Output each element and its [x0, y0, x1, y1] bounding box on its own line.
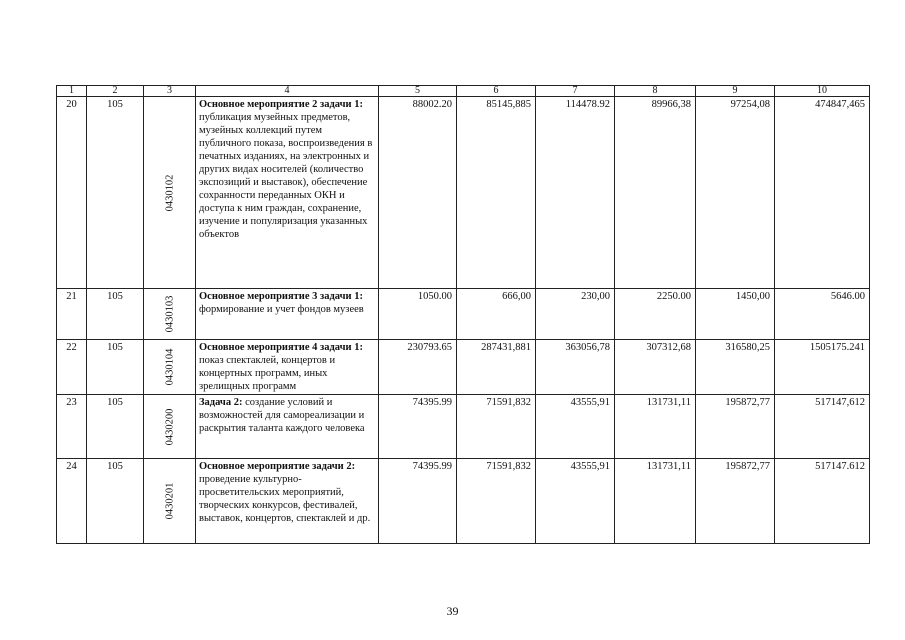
- cell-value: 287431,881: [457, 340, 536, 395]
- cell-description: [196, 459, 379, 544]
- cell-value: 2250.00: [615, 289, 696, 340]
- col-header: 6: [457, 86, 536, 97]
- col-header: 4: [196, 86, 379, 97]
- cell-value: 195872,77: [696, 459, 775, 544]
- cell-value: 89966,38: [615, 97, 696, 289]
- cell-value: 1050.00: [379, 289, 457, 340]
- cell-value: 43555,91: [536, 395, 615, 459]
- cell-value: 5646.00: [775, 289, 870, 340]
- cell-value: 307312,68: [615, 340, 696, 395]
- page-number: 39: [446, 604, 459, 618]
- code-text: 0430102: [164, 174, 175, 211]
- table-row: [57, 395, 870, 459]
- cell-value: 74395.99: [379, 395, 457, 459]
- col-header: 8: [615, 86, 696, 97]
- cell-value: 195872,77: [696, 395, 775, 459]
- cell-description: [196, 395, 379, 459]
- cell-code: [144, 97, 196, 289]
- cell-code: [144, 340, 196, 395]
- row-number: 21: [57, 289, 87, 340]
- col-header: 2: [87, 86, 144, 97]
- col-header: 10: [775, 86, 870, 97]
- code-text: 0430103: [164, 295, 175, 333]
- description-bold: Основное мероприятие задачи 2:: [199, 461, 356, 472]
- cell-value: 517147.612: [775, 459, 870, 544]
- cell-value: 230,00: [536, 289, 615, 340]
- cell-value: 363056,78: [536, 340, 615, 395]
- table-row: [57, 340, 870, 395]
- table-row: [57, 459, 870, 544]
- cell-code: [144, 289, 196, 340]
- row-number: 24: [57, 459, 87, 544]
- table-row: [57, 97, 870, 289]
- cell-value: 1450,00: [696, 289, 775, 340]
- cell-col2: 105: [87, 289, 144, 340]
- description-text: публикация музейных предметов, музейных коллекций путем публичного показа, воспроизведения в печатных изданиях, на электронных и других видах носителей (количество экспозиций и выставок), обеспечение сохранности переданных ОКН и доступа к ним граждан, сохранение, изучение и популяризация указанных объектов: [199, 112, 373, 240]
- code-text: 0430201: [164, 482, 175, 520]
- cell-value: 474847,465: [775, 97, 870, 289]
- header-row: [57, 86, 870, 97]
- description-text: проведение культурно-просветительских мероприятий, творческих конкурсов, фестивалей, выставок, концертов, спектаклей и др.: [199, 474, 371, 524]
- row-number: 22: [57, 340, 87, 395]
- cell-value: 131731,11: [615, 395, 696, 459]
- col-header: 7: [536, 86, 615, 97]
- description-bold: Основное мероприятие 2 задачи 1:: [199, 99, 363, 110]
- cell-description: [196, 289, 379, 340]
- cell-value: 88002.20: [379, 97, 457, 289]
- code-text: 0430104: [164, 348, 175, 386]
- cell-value: 230793.65: [379, 340, 457, 395]
- description-text: создание условий и возможностей для самореализации и раскрытия таланта каждого человека: [199, 397, 365, 434]
- table-row: [57, 289, 870, 340]
- cell-code: [144, 395, 196, 459]
- cell-value: 114478.92: [536, 97, 615, 289]
- cell-value: 43555,91: [536, 459, 615, 544]
- cell-description: [196, 340, 379, 395]
- cell-value: 97254,08: [696, 97, 775, 289]
- cell-value: 666,00: [457, 289, 536, 340]
- description-text: формирование и учет фондов музеев: [199, 304, 364, 315]
- col-header: 9: [696, 86, 775, 97]
- cell-col2: 105: [87, 340, 144, 395]
- row-number: 23: [57, 395, 87, 459]
- cell-code: [144, 459, 196, 544]
- cell-value: 316580,25: [696, 340, 775, 395]
- description-bold: Основное мероприятие 3 задачи 1:: [199, 291, 363, 302]
- cell-value: 71591,832: [457, 395, 536, 459]
- cell-value: 74395.99: [379, 459, 457, 544]
- col-header: 5: [379, 86, 457, 97]
- cell-value: 85145,885: [457, 97, 536, 289]
- code-text: 0430200: [164, 408, 175, 445]
- cell-value: 1505175.241: [775, 340, 870, 395]
- budget-table: [56, 85, 870, 544]
- cell-col2: 105: [87, 459, 144, 544]
- cell-value: 131731,11: [615, 459, 696, 544]
- description-text: показ спектаклей, концертов и концертных программ, иных зрелищных программ: [199, 355, 336, 392]
- description-bold: Основное мероприятие 4 задачи 1:: [199, 342, 363, 353]
- cell-value: 71591,832: [457, 459, 536, 544]
- cell-col2: 105: [87, 97, 144, 289]
- cell-col2: 105: [87, 395, 144, 459]
- row-number: 20: [57, 97, 87, 289]
- col-header: 1: [57, 86, 87, 97]
- cell-description: [196, 97, 379, 289]
- cell-value: 517147,612: [775, 395, 870, 459]
- description-bold: Задача 2:: [199, 397, 243, 408]
- col-header: 3: [144, 86, 196, 97]
